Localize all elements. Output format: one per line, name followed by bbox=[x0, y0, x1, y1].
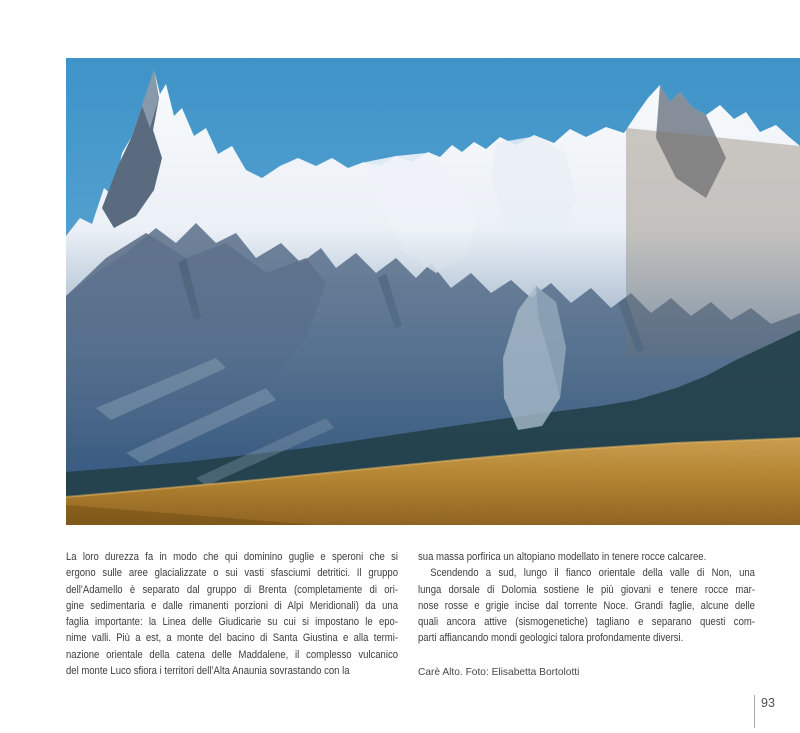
text-line: nime valli. Più a est, a monte del bacino di Santa Giustina e alla termi- bbox=[66, 632, 399, 645]
text-line: nazione orientale della catena delle Maddalene, il complesso vulcanico bbox=[66, 648, 399, 661]
mountain-photo-art bbox=[66, 58, 800, 525]
text-line: lunga dorsale di Dolomia sostiene le più giovani e tenere rocce mar- bbox=[418, 583, 755, 596]
page-number: 93 bbox=[761, 696, 775, 710]
text-line: quali ancora attive (sismogenetiche) tagliano e separano questi com- bbox=[418, 616, 755, 629]
text-line: ergono sulle aree glacializzate o sui vasti sfasciumi detritici. Il gruppo bbox=[66, 567, 399, 580]
text-line: gine sedimentaria e dalle rimanenti porzioni di Alpi Meridionali) da una bbox=[66, 599, 399, 612]
text-line: La loro durezza fa in modo che qui dominino guglie e speroni che si bbox=[66, 551, 399, 563]
text-line: parti affiancando mondi geologici talora profondamente diversi. bbox=[418, 632, 684, 645]
footer-divider bbox=[754, 695, 755, 728]
left-column bbox=[66, 549, 398, 679]
text-line: faglia importante: la Linea delle Giudicarie su cui si impostano le epo- bbox=[66, 616, 399, 629]
text-line: sua massa porfirica un altopiano modellato in tenere rocce calcaree. bbox=[418, 551, 707, 563]
text-line: del monte Luco sfiora i territori dell’Alta Anaunia sovrastando con la bbox=[66, 665, 350, 678]
photo-caption: Carè Alto. Foto: Elisabetta Bortolotti bbox=[418, 667, 580, 678]
text-line: dell’Adamello è separato dal gruppo di Brenta (completamente di ori- bbox=[66, 583, 399, 596]
mountain-photo bbox=[66, 58, 800, 525]
text-line: Scendendo a sud, lungo il fianco orientale della valle di Non, una bbox=[430, 567, 755, 580]
right-column bbox=[418, 549, 755, 647]
text-line: nose rosse e grigie incise dal torrente Noce. Grandi faglie, alcune delle bbox=[418, 599, 755, 612]
